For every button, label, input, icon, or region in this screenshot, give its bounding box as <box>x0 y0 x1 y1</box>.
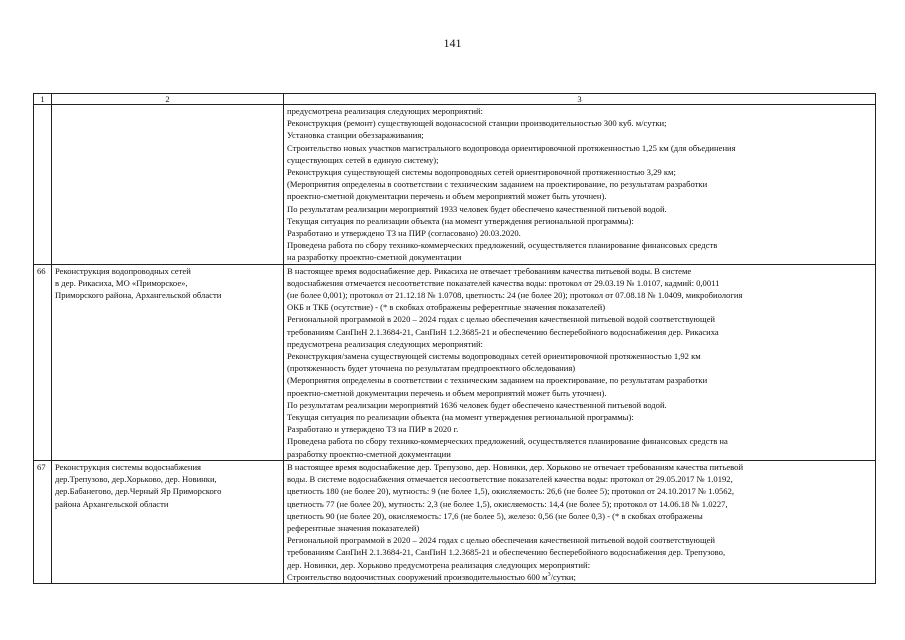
title-line: Реконструкция водопроводных сетей <box>55 265 191 276</box>
description-line: проектно-сметной документации перечень и объем мероприятий может быть уточнен). <box>287 387 607 398</box>
description-line: цветность 180 (не более 20), мутность: 9 (не более 1,5), окисляемость: 26,6 (не более 5); протокол от 24.10.2017 № 1.0562, <box>287 486 735 497</box>
description-line: В настоящее время водоснабжение дер. Рикасиха не отвечает требованиям качества питьевой воды. В системе <box>287 265 692 276</box>
table-row <box>34 264 876 460</box>
page-number: 141 <box>443 36 462 50</box>
measures-description <box>284 105 876 265</box>
measures-description <box>284 264 876 460</box>
description-line: проектно-сметной документации перечень и объем мероприятий может быть уточнен). <box>287 191 607 202</box>
table-row <box>34 105 876 265</box>
row-number: 66 <box>34 264 52 460</box>
description-line: (Мероприятия определены в соответствии с техническим заданием на проектирование, по результатам разработки <box>287 375 708 386</box>
measures-description <box>284 460 876 583</box>
object-title <box>52 105 284 265</box>
description-line <box>287 571 872 583</box>
table-header-row <box>34 94 876 105</box>
description-line: воды. В системе водоснабжения отмечается несоответствие показателей качества воды: протокол от 29.05.2017 № 1.0192, <box>287 474 733 485</box>
description-line: предусмотрена реализация следующих мероприятий: <box>287 106 483 116</box>
description-line: Проведена работа по сбору технико-коммерческих предложений, осуществляется планирование финансовых средств <box>287 240 718 251</box>
description-line: ОКБ и ТКБ (осутствие) - (* в скобках отображены референтные значения показателей) <box>287 302 606 313</box>
header-col-3: 3 <box>284 94 876 105</box>
description-line: требованиям СанПиН 2.1.3684-21, СанПиН 1.2.3685-21 и обеспечению бесперебойного водоснабжения дер. Рикасиха <box>287 326 719 337</box>
description-line: В настоящее время водоснабжение дер. Трепузово, дер. Новинки, дер. Хорьково не отвечает требованиям качества питьевой <box>287 461 744 472</box>
description-line: цветность 77 (не более 20), мутность: 2,3 (не более 1,5), окисляемость: 14,4 (не более 5); протокол от 14.06.18 № 1.0227, <box>287 498 728 509</box>
description-text: /сутки; <box>550 571 576 582</box>
description-line: дер. Новинки, дер. Хорьково предусмотрена реализация следующих мероприятий: <box>287 559 590 570</box>
description-line: По результатам реализации мероприятий 1933 человек будет обеспечено качественной питьевой водой. <box>287 203 667 214</box>
description-line: Разработано и утверждено ТЗ на ПИР (согласовано) 20.03.2020. <box>287 228 521 239</box>
measures-table <box>33 93 876 584</box>
description-line: требованиям СанПиН 2.1.3684-21, СанПиН 1.2.3685-21 и обеспечению бесперебойного водоснабжения дер. Трепузово, <box>287 547 726 558</box>
description-line: Текущая ситуация по реализации объекта (на момент утверждения региональной программы): <box>287 215 634 226</box>
description-line: водоснабжения отмечается несоответствие показателей качества воды: протокол от 29.03.19 № 1.0107, кадмий: 0,0011 <box>287 277 720 288</box>
description-line: Проведена работа по сбору технико-коммерческих предложений, осуществляется планирование финансовых средств на <box>287 436 728 447</box>
description-line: Текущая ситуация по реализации объекта (на момент утверждения региональной программы): <box>287 412 634 423</box>
title-line: Приморского района, Архангельской области <box>55 290 222 301</box>
description-line: на разработку проектно-сметной документации <box>287 252 462 263</box>
title-line: района Архангельской области <box>55 498 169 509</box>
row-number <box>34 105 52 265</box>
row-number: 67 <box>34 460 52 583</box>
description-line: Реконструкция (ремонт) существующей водонасосной станции производительностью 300 куб. м/сутки; <box>287 118 667 129</box>
object-title <box>52 264 284 460</box>
description-text: Строительство водоочистных сооружений производительностью 600 м <box>287 571 548 582</box>
description-line: референтные значения показателей) <box>287 522 420 533</box>
superscript: 3 <box>547 571 551 578</box>
description-line: По результатам реализации мероприятий 1636 человек будет обеспечено качественной питьевой водой. <box>287 399 667 410</box>
description-line: (протяженность будет уточнена по результатам предпроектного обследования) <box>287 363 576 374</box>
header-col-2: 2 <box>52 94 284 105</box>
header-col-1: 1 <box>34 94 52 105</box>
description-line: предусмотрена реализация следующих мероприятий: <box>287 338 483 349</box>
description-line: цветность 90 (не более 20), окисляемость: 17,6 (не более 5), железо: 0,56 (не более 0,3) - (* в скобках отображены <box>287 510 703 521</box>
description-line: Региональной программой в 2020 – 2024 годах с целью обеспечения качественной питьевой водой соответствующей <box>287 314 715 325</box>
object-title <box>52 460 284 583</box>
description-line: Строительство новых участков магистрального водопровода ориентировочной протяженностью 1,25 км (для объединения <box>287 142 736 153</box>
description-line: разработку проектно-сметной документации <box>287 448 451 459</box>
description-line: Установка станции обеззараживания; <box>287 130 424 141</box>
title-line: дер.Бабанегово, дер.Черный Яр Приморского <box>55 486 222 497</box>
table-row <box>34 460 876 583</box>
description-line: (Мероприятия определены в соответствии с техническим заданием на проектирование, по результатам разработки <box>287 179 708 190</box>
description-line: Региональной программой в 2020 – 2024 годах с целью обеспечения качественной питьевой водой соответствующей <box>287 535 715 546</box>
description-line: Реконструкция/замена существующей системы водопроводных сетей ориентировочной протяженностью 1,92 км <box>287 351 701 362</box>
description-line: (не более 0,001); протокол от 21.12.18 № 1.0708, цветность: 24 (не более 20); протокол от 07.08.18 № 1.0409, микробиология <box>287 290 743 301</box>
title-line: Реконструкция системы водоснабжения <box>55 461 202 472</box>
description-line: Разработано и утверждено ТЗ на ПИР в 2020 г. <box>287 424 459 435</box>
description-line: Реконструкция существующей системы водопроводных сетей ориентировочной протяженностью 3,29 км; <box>287 167 676 178</box>
title-line: дер.Трепузово, дер.Хорьково, дер. Новинки, <box>55 474 217 485</box>
title-line: в дер. Рикасиха, МО «Приморское», <box>55 277 188 288</box>
description-line: существующих сетей в единую систему); <box>287 154 439 165</box>
